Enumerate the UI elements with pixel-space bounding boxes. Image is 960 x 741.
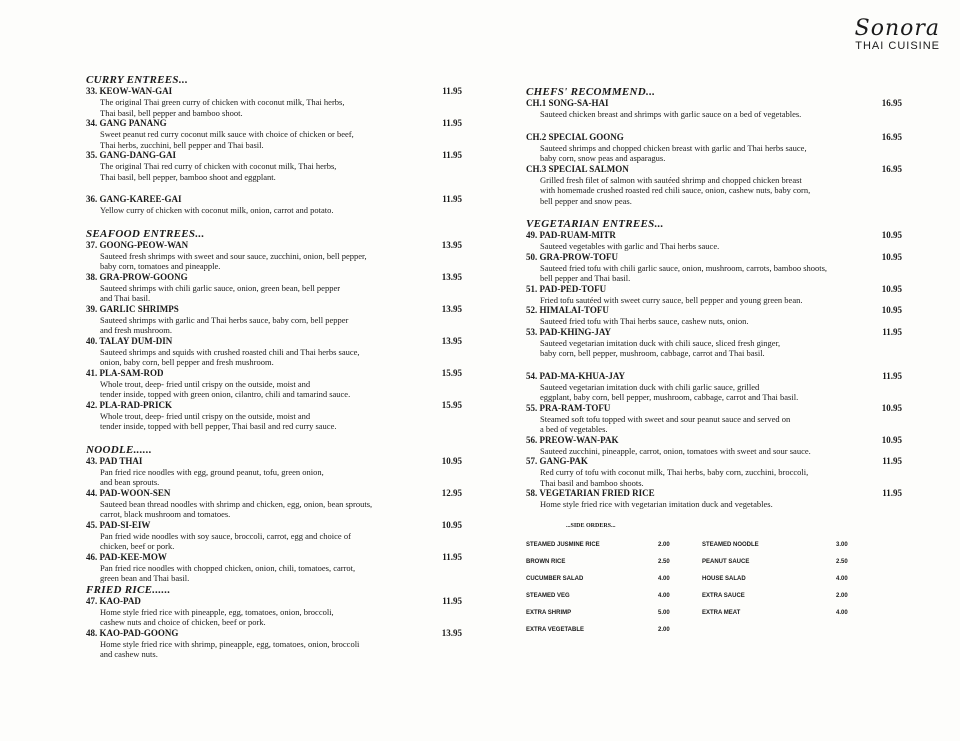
menu-item (86, 304, 470, 336)
item-description: Fried tofu sautéed with sweet curry sauce, bell pepper and young green bean. (540, 294, 803, 305)
item-description: a bed of vegetables. (540, 424, 608, 434)
item-description: tender inside, topped with green onion, cilantro, chili and tamarind sauce. (100, 389, 351, 399)
side-order-price: 2.00 (836, 592, 848, 599)
item-name: 44. PAD-WOON-SEN (86, 487, 171, 498)
item-description: Sauteed chicken breast and shrimps with garlic sauce on a bed of vegetables. (540, 109, 802, 119)
logo (855, 18, 940, 52)
menu-item (526, 456, 910, 488)
item-name: CH.2 SPECIAL GOONG (526, 131, 624, 142)
section-title: VEGETARIAN ENTREES... (526, 218, 664, 230)
item-name: 41. PLA-SAM-ROD (86, 367, 164, 378)
section-title: SEAFOOD ENTREES... (86, 227, 205, 240)
item-name: 53. PAD-KHING-JAY (526, 326, 611, 337)
item-price: 13.95 (441, 627, 462, 638)
item-price: 10.95 (881, 305, 902, 315)
menu-section (86, 584, 470, 660)
left-menu-column (86, 74, 470, 660)
item-name: 45. PAD-SI-EIW (86, 519, 151, 530)
item-description: with homemade crushed roasted red chili sauce, onion, cashew nuts, baby corn, (540, 185, 811, 195)
item-description: Thai basil and bamboo shoots. (540, 477, 644, 488)
item-name: 40. TALAY DUM-DIN (86, 335, 173, 346)
item-description: chicken, beef or pork. (100, 541, 175, 551)
item-price: 15.95 (441, 399, 462, 410)
menu-item (86, 488, 470, 520)
menu-item (86, 368, 470, 400)
item-description: Steamed soft tofu topped with sweet and sour peanut sauce and served on (540, 413, 791, 424)
menu-section (526, 218, 910, 510)
item-price: 10.95 (881, 402, 902, 413)
item-description: Sauteed shrimps with garlic and Thai herbs sauce, baby corn, bell pepper (100, 314, 349, 325)
item-price: 12.95 (441, 487, 462, 498)
item-description: Sweet peanut red curry coconut milk sauce with choice of chicken or beef, (100, 129, 354, 139)
menu-item (86, 272, 470, 304)
side-order-name: STEAMED NOODLE (702, 541, 759, 548)
menu-item (86, 150, 470, 182)
item-description: Home style fried rice with pineapple, egg, tomatoes, onion, broccoli, (100, 606, 334, 617)
item-description: Sauteed bean thread noodles with shrimp and chicken, egg, onion, bean sprouts, (100, 498, 373, 509)
item-description: The original Thai green curry of chicken with coconut milk, Thai herbs, (100, 97, 345, 107)
item-price: 11.95 (442, 86, 462, 96)
item-price: 13.95 (441, 239, 462, 250)
section-title: CURRY ENTREES... (86, 74, 188, 86)
item-name: 39. GARLIC SHRIMPS (86, 303, 179, 314)
item-description: Yellow curry of chicken with coconut milk, onion, carrot and potato. (100, 205, 334, 215)
item-description: Pan fried rice noodles with egg, ground peanut, tofu, green onion, (100, 466, 324, 477)
menu-item (526, 284, 910, 306)
item-price: 16.95 (881, 163, 902, 174)
item-price: 11.95 (882, 370, 902, 381)
item-description: Whole trout, deep- fried until crispy on the outside, moist and (100, 410, 311, 421)
item-price: 10.95 (881, 230, 902, 240)
menu-item (86, 240, 470, 272)
logo-tagline: THAI CUISINE (855, 40, 940, 52)
side-order-name: EXTRA SAUCE (702, 592, 745, 599)
side-order-price: 5.00 (658, 609, 670, 616)
item-description: Sauteed vegetables with garlic and Thai herbs sauce. (540, 241, 720, 251)
item-name: 38. GRA-PROW-GOONG (86, 271, 188, 282)
item-price: 13.95 (441, 271, 462, 282)
item-description: green bean and Thai basil. (100, 573, 190, 583)
item-description: tender inside, topped with bell pepper, Thai basil and red curry sauce. (100, 421, 337, 431)
item-description: Thai basil, bell pepper, bamboo shoot and eggplant. (100, 171, 276, 182)
item-price: 11.95 (882, 456, 902, 466)
menu-section (86, 444, 470, 584)
menu-item (526, 327, 910, 359)
menu-item (526, 305, 910, 327)
item-name: 58. VEGETARIAN FRIED RICE (526, 488, 655, 498)
item-description: Red curry of tofu with coconut milk, Thai herbs, baby corn, zucchini, broccoli, (540, 467, 809, 477)
item-description: Sauteed fried tofu with Thai herbs sauce, cashew nuts, onion. (540, 316, 749, 326)
item-description: Pan fried rice noodles with chopped chicken, onion, chili, tomatoes, carrot, (100, 562, 356, 573)
item-price: 10.95 (881, 434, 902, 445)
item-description: Pan fried wide noodles with soy sauce, broccoli, carrot, egg and choice of (100, 530, 351, 541)
item-description: baby corn, tomatoes and pineapple. (100, 261, 221, 271)
item-price: 11.95 (442, 551, 462, 562)
menu-item (86, 520, 470, 552)
item-price: 11.95 (442, 194, 462, 204)
section-title: FRIED RICE...... (86, 583, 171, 596)
item-description: Sauteed fresh shrimps with sweet and sour sauce, zucchini, onion, bell pepper, (100, 250, 367, 261)
item-price: 10.95 (881, 251, 902, 262)
item-price: 13.95 (441, 335, 462, 346)
side-order-price: 3.00 (836, 541, 848, 548)
item-description: bell pepper and snow peas. (540, 195, 632, 206)
item-description: eggplant, baby corn, bell pepper, mushroom, cabbage, carrot and Thai basil. (540, 392, 799, 402)
side-order-name: EXTRA SHRIMP (526, 609, 572, 616)
side-order-name: HOUSE SALAD (702, 575, 746, 582)
item-description: Home style fried rice with shrimp, pineapple, egg, tomatoes, onion, broccoli (100, 638, 360, 649)
item-name: 50. GRA-PROW-TOFU (526, 251, 618, 262)
menu-item (526, 435, 910, 457)
item-description: Sauteed vegetarian imitation duck with chili garlic sauce, grilled (540, 381, 760, 392)
menu-section (86, 74, 470, 216)
item-description: Sauteed fried tofu with chili garlic sauce, onion, mushroom, carrots, bamboo shoots, (540, 262, 828, 273)
side-orders-title: ...SIDE ORDERS... (566, 522, 616, 529)
side-order-name: EXTRA VEGETABLE (526, 626, 585, 633)
right-sections (526, 86, 910, 510)
menu-item (526, 98, 910, 120)
item-price: 11.95 (882, 488, 902, 498)
item-description: and Thai basil. (100, 293, 151, 303)
item-price: 10.95 (441, 455, 462, 466)
item-name: 51. PAD-PED-TOFU (526, 283, 607, 294)
item-price: 11.95 (442, 118, 462, 128)
side-order-name: CUCUMBER SALAD (526, 575, 584, 582)
item-name: 52. HIMALAI-TOFU (526, 305, 609, 315)
item-description: Whole trout, deep- fried until crispy on the outside, moist and (100, 378, 311, 389)
item-description: carrot, black mushroom and tomatoes. (100, 509, 231, 519)
item-price: 10.95 (441, 519, 462, 530)
item-price: 15.95 (441, 367, 462, 378)
item-name: 55. PRA-RAM-TOFU (526, 402, 611, 413)
menu-item (526, 371, 910, 403)
item-name: CH.3 SPECIAL SALMON (526, 163, 629, 174)
item-name: 35. GANG-DANG-GAI (86, 150, 176, 160)
item-name: 34. GANG PANANG (86, 118, 167, 128)
side-order-price: 4.00 (836, 575, 848, 582)
item-description: Sauteed shrimps and chopped chicken breast with garlic and Thai herbs sauce, (540, 142, 807, 153)
item-name: 56. PREOW-WAN-PAK (526, 434, 619, 445)
item-description: and bean sprouts. (100, 477, 160, 487)
side-order-price: 4.00 (836, 609, 848, 616)
item-name: 37. GOONG-PEOW-WAN (86, 239, 189, 250)
menu-item (86, 456, 470, 488)
side-order-name: BROWN RICE (526, 558, 566, 565)
item-description: cashew nuts and choice of chicken, beef or pork. (100, 617, 266, 627)
item-description: baby corn, bell pepper, mushroom, cabbage, carrot and Thai basil. (540, 348, 765, 358)
section-title: CHEFS' RECOMMEND... (526, 86, 656, 98)
menu-item (86, 86, 470, 118)
item-name: CH.1 SONG-SA-HAI (526, 98, 609, 108)
item-name: 42. PLA-RAD-PRICK (86, 399, 172, 410)
menu-item (86, 336, 470, 368)
menu-item (526, 132, 910, 164)
item-description: bell pepper and Thai basil. (540, 273, 631, 283)
menu-item (86, 552, 470, 584)
side-order-name: STEAMED VEG (526, 592, 570, 599)
item-price: 11.95 (442, 150, 462, 160)
section-title: NOODLE...... (86, 443, 152, 456)
menu-item (86, 628, 470, 660)
item-name: 33. KEOW-WAN-GAI (86, 86, 173, 96)
item-description: Thai herbs, zucchini, bell pepper and Thai basil. (100, 139, 264, 150)
side-order-price: 4.00 (658, 592, 670, 599)
menu-item (86, 118, 470, 150)
side-order-name: EXTRA MEAT (702, 609, 741, 616)
menu-item (526, 403, 910, 435)
item-price: 10.95 (881, 283, 902, 294)
item-name: 47. KAO-PAD (86, 595, 141, 606)
item-description: Sauteed zucchini, pineapple, carrot, onion, tomatoes with sweet and sour sauce. (540, 445, 811, 456)
item-description: and fresh mushroom. (100, 325, 173, 335)
side-order-price: 2.00 (658, 541, 670, 548)
menu-section (86, 228, 470, 432)
item-price: 16.95 (881, 131, 902, 142)
item-name: 49. PAD-RUAM-MITR (526, 230, 616, 240)
logo-name: Sonora (854, 16, 940, 41)
menu-item (526, 164, 910, 207)
menu-item (86, 400, 470, 432)
side-order-price: 2.00 (658, 626, 670, 633)
side-orders-table (526, 530, 910, 640)
item-price: 16.95 (881, 98, 902, 108)
item-description: Home style fried rice with vegetarian imitation duck and vegetables. (540, 499, 773, 509)
item-price: 11.95 (882, 326, 902, 337)
item-description: onion, baby corn, bell pepper and fresh mushroom. (100, 357, 274, 367)
side-order-price: 2.50 (658, 558, 670, 565)
item-price: 13.95 (441, 303, 462, 314)
item-description: and cashew nuts. (100, 649, 158, 659)
side-order-price: 4.00 (658, 575, 670, 582)
item-name: 48. KAO-PAD-GOONG (86, 627, 179, 638)
item-description: Sauteed vegetarian imitation duck with chili sauce, sliced fresh ginger, (540, 337, 781, 348)
side-order-price: 2.50 (836, 558, 848, 565)
item-price: 11.95 (442, 595, 462, 606)
item-name: 54. PAD-MA-KHUA-JAY (526, 370, 625, 381)
side-order-name: STEAMED JUSMINE RICE (526, 541, 600, 548)
menu-item (526, 230, 910, 252)
side-order-name: PEANUT SAUCE (702, 558, 750, 565)
item-description: baby corn, snow peas and asparagus. (540, 153, 666, 163)
menu-item (526, 252, 910, 284)
menu-section (526, 86, 910, 206)
item-description: Grilled fresh filet of salmon with sautéed shrimp and chopped chicken breast (540, 174, 802, 185)
item-name: 46. PAD-KEE-MOW (86, 551, 167, 562)
right-menu-column (526, 86, 910, 640)
item-description: Thai basil, bell pepper and bamboo shoot. (100, 107, 243, 118)
menu-item (526, 488, 910, 510)
item-name: 36. GANG-KAREE-GAI (86, 194, 182, 204)
item-name: 43. PAD THAI (86, 455, 143, 466)
menu-item (86, 194, 470, 216)
item-description: Sauteed shrimps and squids with crushed roasted chili and Thai herbs sauce, (100, 346, 360, 357)
item-description: Sauteed shrimps with chili garlic sauce, onion, green bean, bell pepper (100, 282, 341, 293)
item-description: The original Thai red curry of chicken with coconut milk, Thai herbs, (100, 161, 337, 171)
item-name: 57. GANG-PAK (526, 456, 588, 466)
menu-item (86, 596, 470, 628)
